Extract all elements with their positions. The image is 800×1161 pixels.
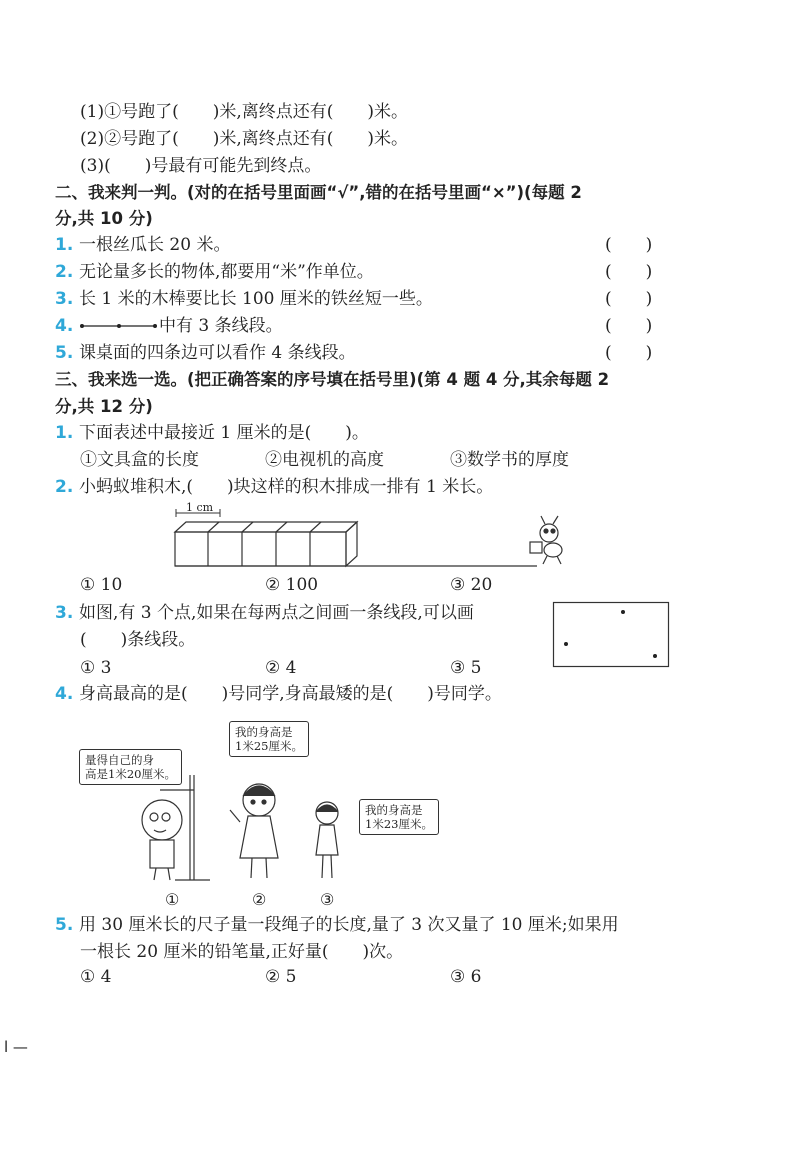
q-text-line1: 用 30 厘米长的尺子量一段绳子的长度,量了 3 次又量了 10 厘米;如果用: [79, 915, 619, 935]
judge-item-2: [55, 261, 374, 283]
part1-line-3: (3)( )号最有可能先到终点。: [80, 156, 322, 176]
bubble-2-line2: 1米25厘米。: [235, 739, 303, 753]
bubble-2-line1: 我的身高是: [235, 725, 293, 739]
q-number: 5.: [55, 915, 74, 935]
part2-heading-line1: 二、我来判一判。(对的在括号里面画“√”,错的在括号里画“×”)(每题 2: [55, 183, 582, 202]
answer-paren-5[interactable]: ( ): [605, 343, 653, 363]
q1-option-2[interactable]: ②电视机的高度: [265, 450, 384, 470]
item-text: 中有 3 条线段。: [159, 316, 283, 336]
judge-item-5: [55, 342, 356, 364]
choice-q5: [55, 914, 619, 936]
choice-q1: [55, 422, 369, 444]
part1-line-2: (2)②号跑了( )米,离终点还有( )米。: [80, 129, 409, 149]
bubble-1-line2: 高是1米20厘米。: [85, 767, 176, 781]
student-3-icon: [316, 802, 338, 878]
student-2-icon: [230, 784, 278, 878]
part1-line-1: (1)①号跑了( )米,离终点还有( )米。: [80, 102, 409, 122]
q-text: 小蚂蚁堆积木,( )块这样的积木排成一排有 1 米长。: [79, 477, 494, 497]
segment-line-icon: [79, 319, 159, 333]
choice-q3: [55, 602, 474, 624]
q3-option-3[interactable]: ③ 5: [450, 658, 482, 678]
item-number: 3.: [55, 289, 74, 309]
q2-option-1[interactable]: ① 10: [80, 575, 123, 595]
student-1-icon: [142, 800, 182, 880]
ant-icon: [530, 516, 562, 564]
judge-item-4: [55, 315, 283, 337]
q-number: 4.: [55, 684, 74, 704]
q5-option-1[interactable]: ① 4: [80, 967, 112, 987]
q-number: 1.: [55, 423, 74, 443]
page-mark: l —: [4, 1038, 28, 1056]
three-points-figure: [553, 602, 669, 668]
part3-heading-line1: 三、我来选一选。(把正确答案的序号填在括号里)(第 4 题 4 分,其余每题 2: [55, 370, 610, 389]
speech-bubble-1: [79, 749, 182, 785]
student-label-3: ③: [320, 890, 335, 909]
answer-paren-4[interactable]: ( ): [605, 316, 653, 336]
item-text: 无论量多长的物体,都要用“米”作单位。: [79, 262, 374, 282]
bubble-3-line1: 我的身高是: [365, 803, 423, 817]
student-label-2: ②: [252, 890, 267, 909]
q2-option-3[interactable]: ③ 20: [450, 575, 493, 595]
judge-item-3: [55, 288, 433, 310]
speech-bubble-2: [229, 721, 309, 757]
item-number: 2.: [55, 262, 74, 282]
q-text: 下面表述中最接近 1 厘米的是( )。: [79, 423, 369, 443]
q5-text-line2: 一根长 20 厘米的铅笔量,正好量( )次。: [80, 942, 404, 962]
q-text-line1: 如图,有 3 个点,如果在每两点之间画一条线段,可以画: [79, 603, 474, 623]
q1-option-3[interactable]: ③数学书的厚度: [450, 450, 569, 470]
item-text: 课桌面的四条边可以看作 4 条线段。: [79, 343, 356, 363]
student-label-1: ①: [165, 890, 180, 909]
answer-paren-3[interactable]: ( ): [605, 289, 653, 309]
item-text: 长 1 米的木棒要比长 100 厘米的铁丝短一些。: [79, 289, 433, 309]
bubble-1-line1: 量得自己的身: [85, 753, 154, 767]
part2-heading-line2: 分,共 10 分): [55, 209, 153, 228]
answer-paren-1[interactable]: ( ): [605, 235, 653, 255]
speech-bubble-3: [359, 799, 439, 835]
item-number: 4.: [55, 316, 74, 336]
q3-option-1[interactable]: ① 3: [80, 658, 112, 678]
block-size-label: 1 cm: [186, 501, 214, 514]
q-number: 2.: [55, 477, 74, 497]
judge-item-1: [55, 234, 230, 256]
part3-heading-line2: 分,共 12 分): [55, 397, 153, 416]
q3-option-2[interactable]: ② 4: [265, 658, 297, 678]
answer-paren-2[interactable]: ( ): [605, 262, 653, 282]
q-number: 3.: [55, 603, 74, 623]
q1-option-1[interactable]: ①文具盒的长度: [80, 450, 199, 470]
blocks-figure: [165, 500, 585, 580]
choice-q4: [55, 683, 502, 705]
q-text: 身高最高的是( )号同学,身高最矮的是( )号同学。: [79, 684, 502, 704]
q5-option-2[interactable]: ② 5: [265, 967, 297, 987]
q5-option-3[interactable]: ③ 6: [450, 967, 482, 987]
item-text: 一根丝瓜长 20 米。: [79, 235, 231, 255]
item-number: 5.: [55, 343, 74, 363]
segment-figure: [79, 317, 159, 331]
q2-option-2[interactable]: ② 100: [265, 575, 319, 595]
bubble-3-line2: 1米23厘米。: [365, 817, 433, 831]
choice-q2: [55, 476, 493, 498]
q3-text-line2: ( )条线段。: [80, 630, 196, 650]
item-number: 1.: [55, 235, 74, 255]
